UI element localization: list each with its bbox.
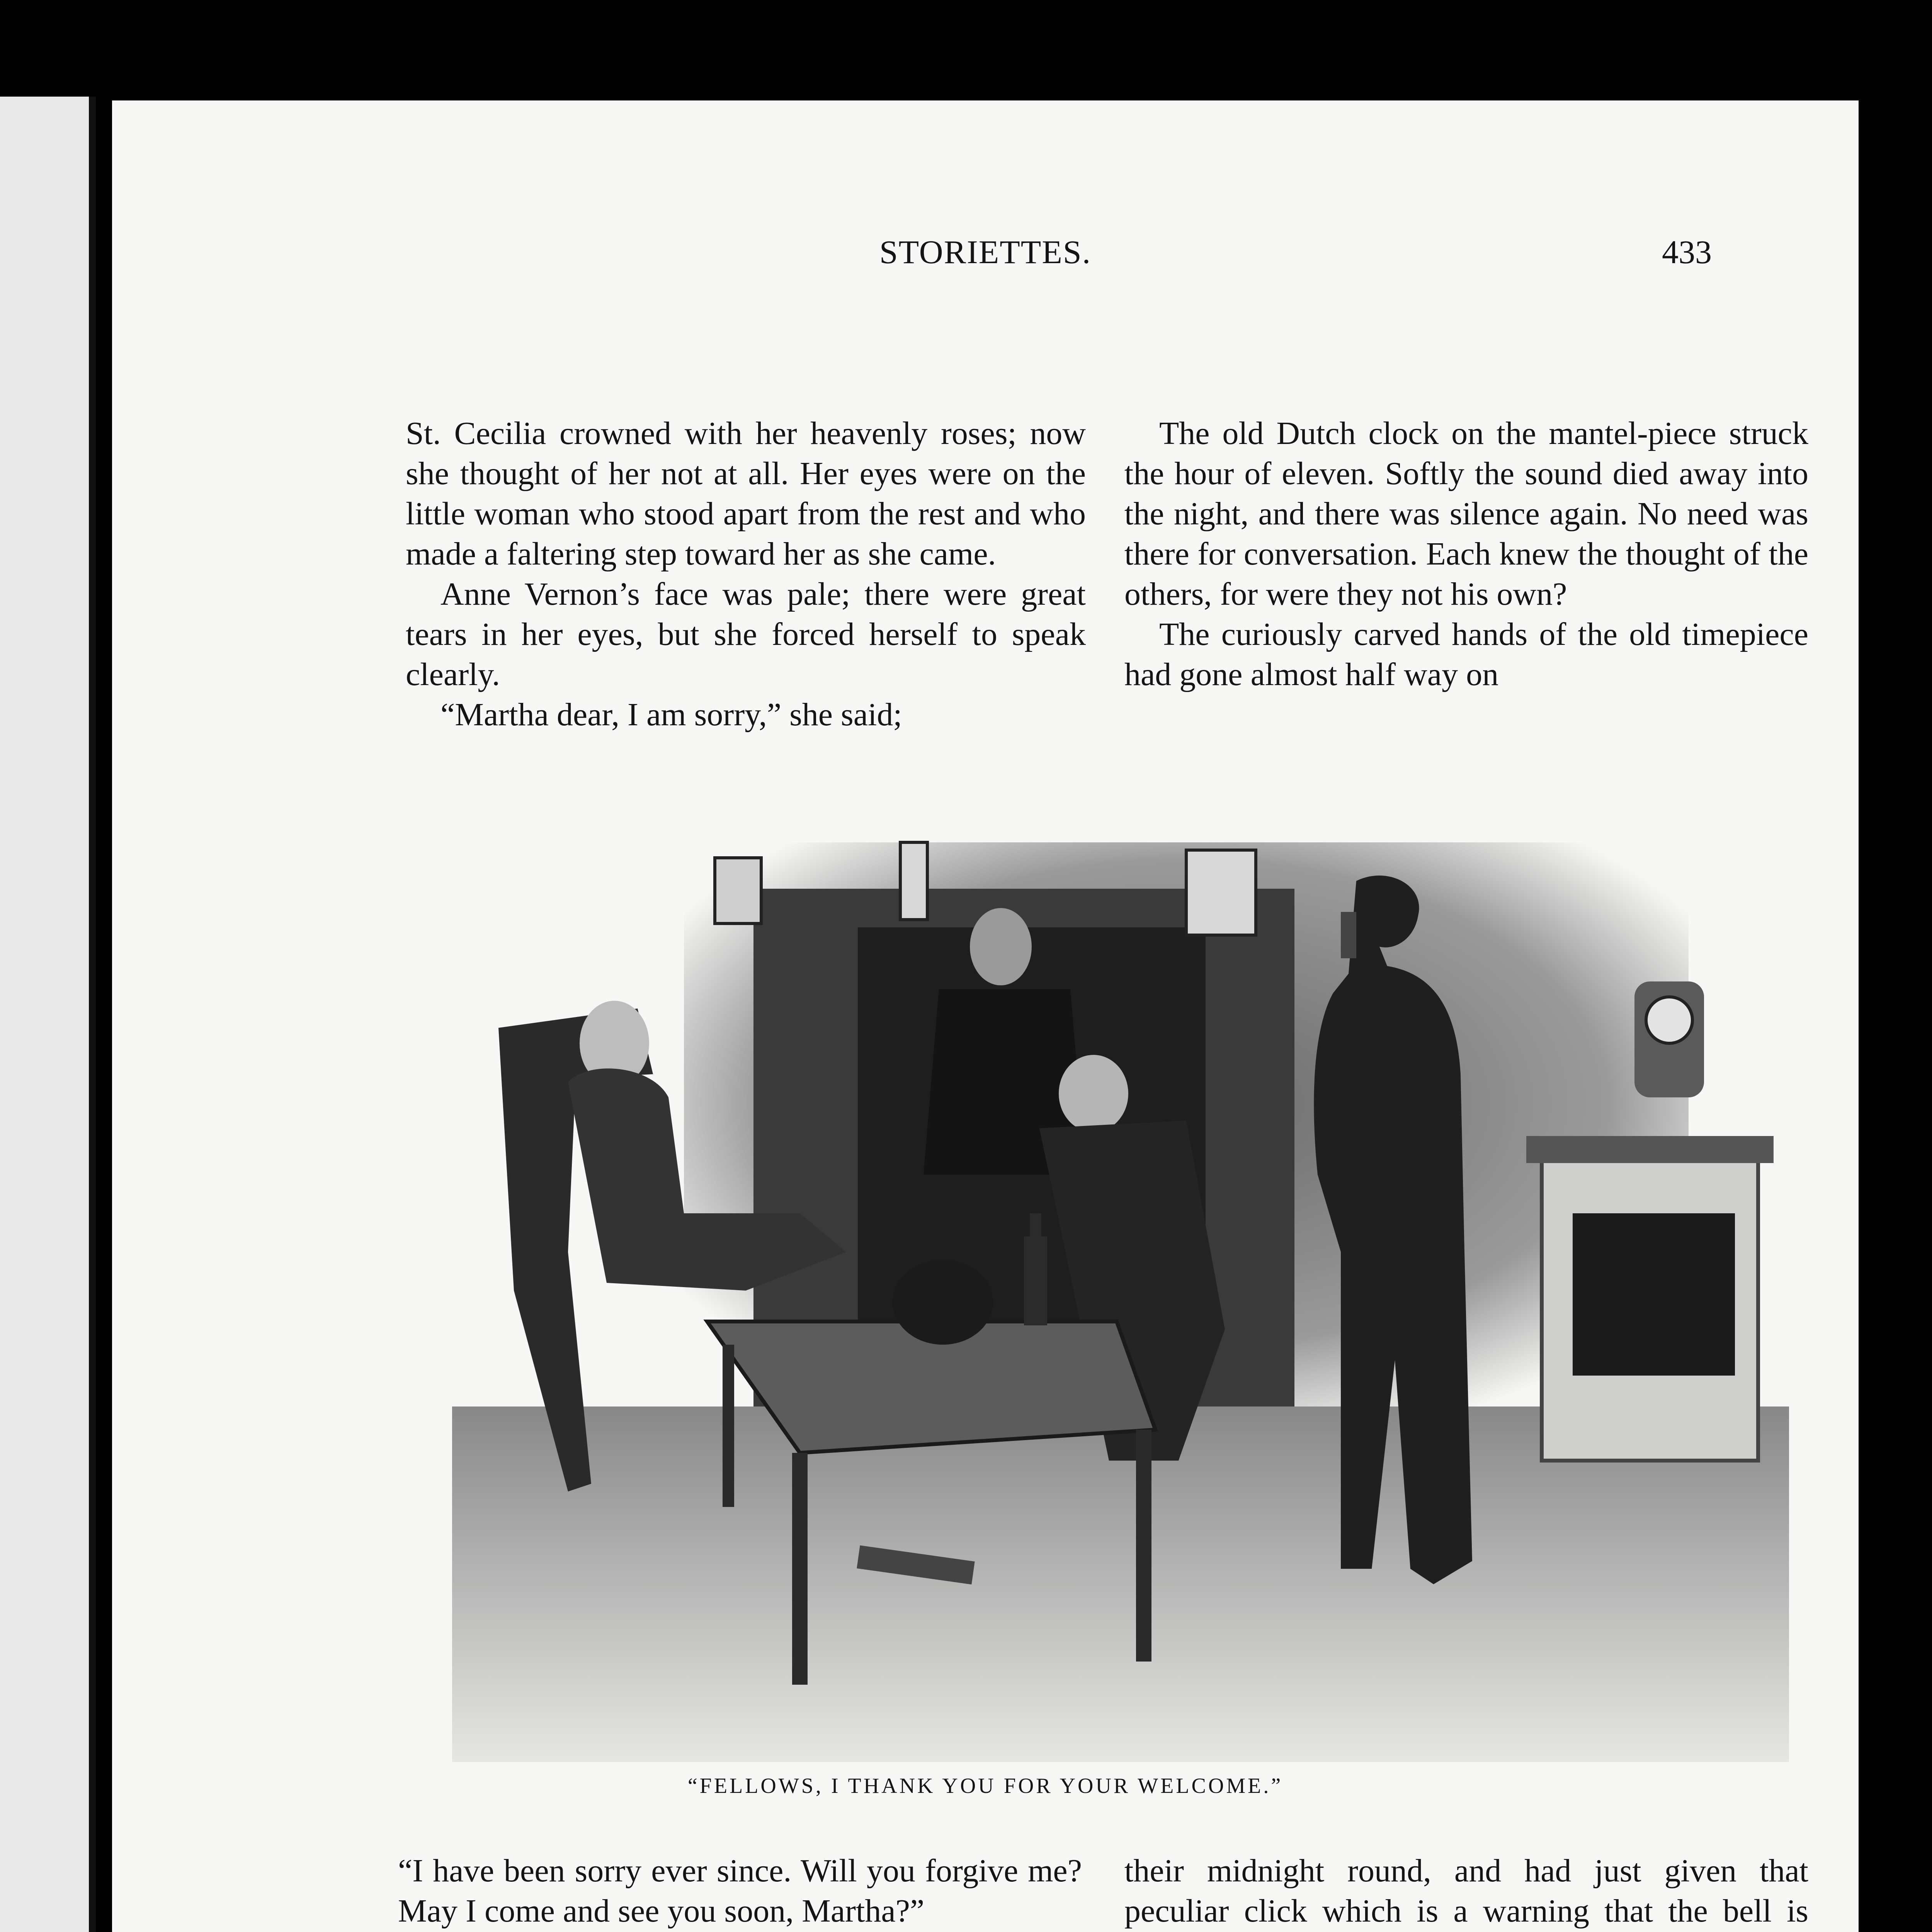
paragraph: The curiously carved hands of the old timepiece had gone almost half way on [1124,616,1808,692]
paragraph: their midnight round, and had just given that peculiar click which is a warning that the bell is [1124,1853,1808,1929]
illustration-caption: “FELLOWS, I THANK YOU FOR YOUR WELCOME.” [687,1774,1283,1798]
paragraph: “I have been sorry ever since. Will you forgive me? May I come and see you soon, Martha?” [398,1853,1082,1929]
column-top-right [1124,413,1808,695]
running-head [112,232,1859,278]
facing-page-edge [0,97,96,1932]
book-page [112,100,1859,1932]
paragraph: St. Cecilia crowned with her heavenly roses; now she thought of her not at all. Her eyes were on the little woman who stood apart from the rest and who made a faltering step toward her as she came. [406,415,1086,572]
paragraph: The old Dutch clock on the mantel-piece struck the hour of eleven. Softly the sound died away into the night, and there was silence again. No need was there for conversation. Each knew the thought of the others, for were they not his own? [1124,415,1808,612]
column-top-left [406,413,1086,735]
column-bottom-left [398,1851,1082,1932]
column-bottom-right [1124,1851,1808,1932]
running-head-title: STORIETTES. [879,233,1092,270]
illustration-drawing-room [452,827,1789,1762]
paragraph: “Martha dear, I am sorry,” she said; [440,697,902,733]
paragraph: Anne Vernon’s face was pale; there were great tears in her eyes, but she forced herself to speak clearly. [406,576,1086,692]
page-number: 433 [1662,233,1712,270]
